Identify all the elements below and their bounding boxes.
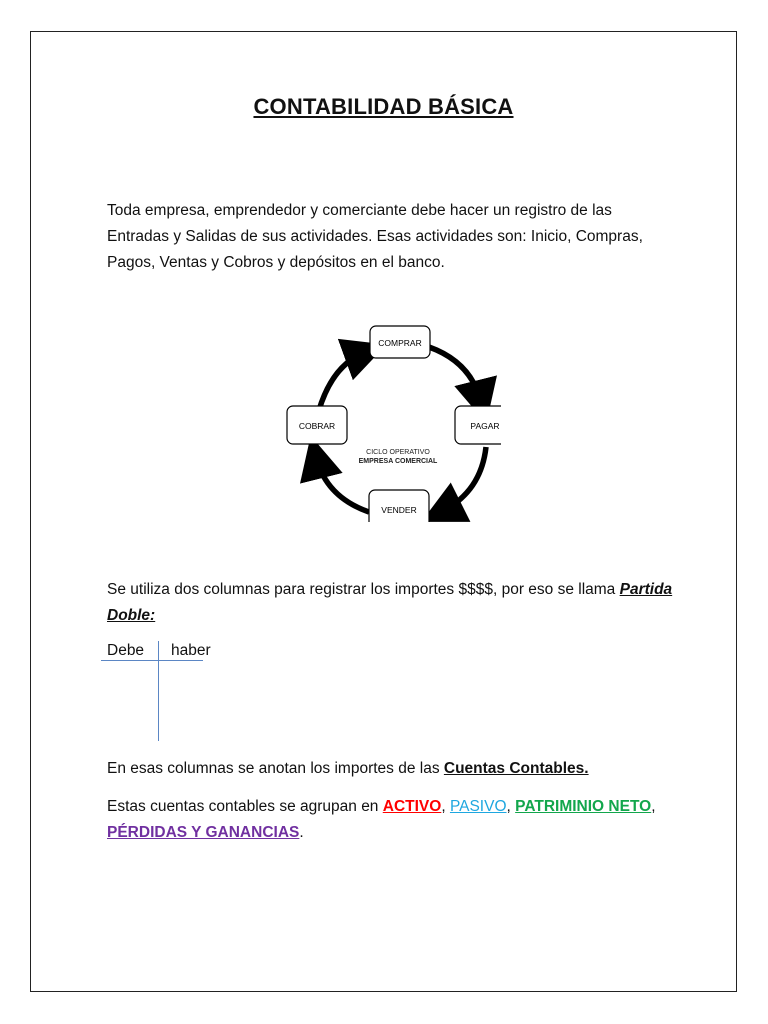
- agrupan-paragraph: [107, 794, 697, 846]
- arrow-cobrar-comprar: [319, 352, 366, 410]
- intro-paragraph: [107, 198, 697, 276]
- partida-emph-1: Partida: [619, 581, 673, 598]
- intro-line: Entradas y Salidas de sus actividades. Esas actividades son: Inicio, Compras,: [107, 228, 643, 245]
- t-account-haber: haber: [171, 642, 211, 659]
- activo-label: ACTIVO: [382, 798, 442, 815]
- cuentas-emph: Cuentas Contables.: [443, 760, 589, 777]
- node-cobrar: [287, 406, 347, 444]
- node-comprar: [370, 326, 430, 358]
- center-label-1: CICLO OPERATIVO: [366, 449, 430, 456]
- partida-emph-2: Doble:: [107, 607, 156, 624]
- node-comprar-label: COMPRAR: [378, 338, 422, 348]
- cuentas-paragraph: [107, 756, 697, 782]
- node-vender-label: VENDER: [381, 505, 417, 515]
- sep-1: ,: [441, 798, 450, 815]
- partida-doble-paragraph: [107, 577, 697, 629]
- arrow-comprar-pagar: [429, 347, 481, 402]
- partida-text: Se utiliza dos columnas para registrar los importes $$$$, por eso se llama: [107, 581, 620, 598]
- sep-2: ,: [506, 798, 516, 815]
- sep-3: ,: [651, 798, 656, 815]
- center-label-2: EMPRESA COMERCIAL: [358, 458, 438, 465]
- node-vender: [369, 490, 429, 522]
- node-pagar-label: PAGAR: [470, 421, 500, 431]
- end-period: .: [299, 824, 304, 841]
- arrow-vender-cobrar: [316, 457, 369, 512]
- t-account-vertical-line: [158, 641, 159, 741]
- pasivo-label: PASIVO: [449, 798, 507, 815]
- intro-line: Pagos, Ventas y Cobros y depósitos en el banco.: [107, 254, 445, 271]
- t-account-horizontal-line: [101, 660, 203, 661]
- patrimonio-label: PATRIMINIO NETO: [515, 798, 652, 815]
- page-title: CONTABILIDAD BÁSICA: [253, 94, 514, 119]
- document-page: [30, 31, 737, 992]
- agrupan-text: Estas cuentas contables se agrupan en: [107, 798, 383, 815]
- arrow-pagar-vender: [441, 447, 486, 512]
- node-cobrar-label: COBRAR: [298, 421, 336, 431]
- perdidas-label: PÉRDIDAS Y GANANCIAS: [107, 824, 300, 841]
- cuentas-text: En esas columnas se anotan los importes de las: [107, 760, 444, 777]
- node-pagar: [455, 406, 501, 444]
- t-account-debe: Debe: [107, 642, 145, 659]
- intro-line: Toda empresa, emprendedor y comerciante debe hacer un registro de las: [107, 202, 612, 219]
- operating-cycle-diagram: [281, 322, 501, 522]
